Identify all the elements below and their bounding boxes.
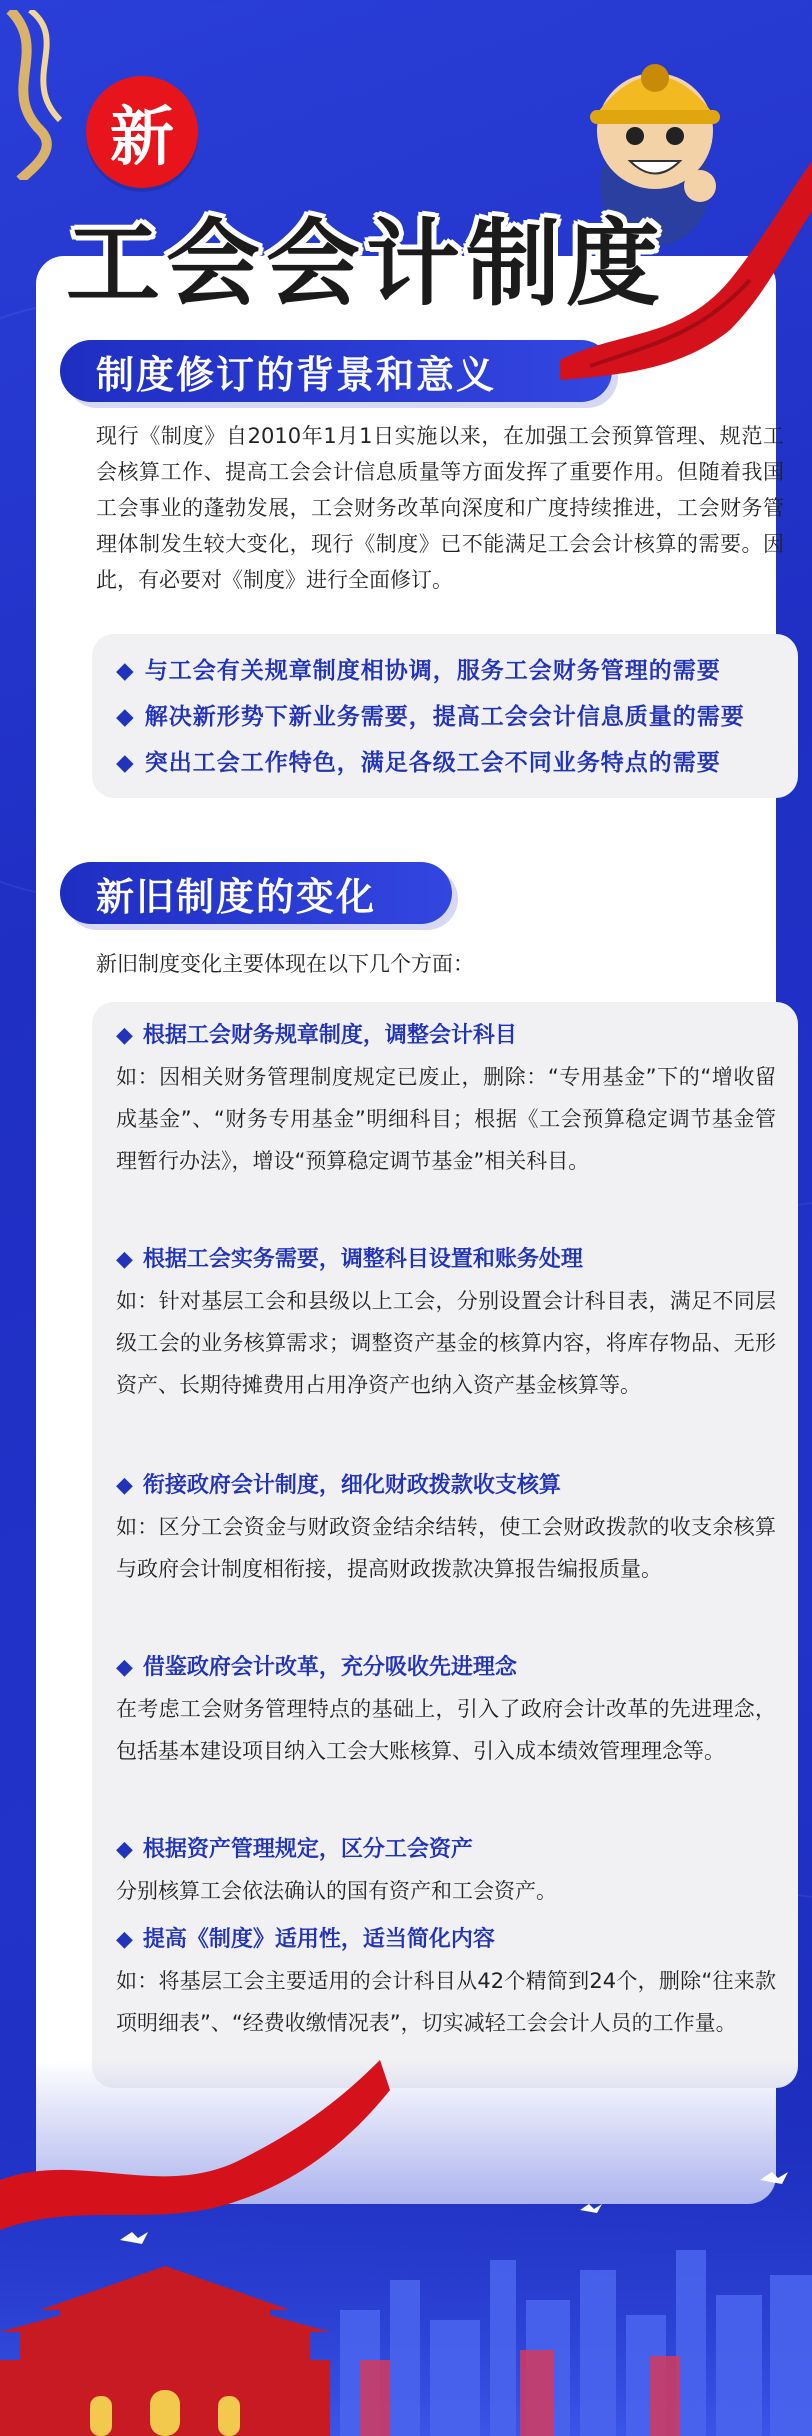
change-item-heading	[116, 1832, 473, 1863]
diamond-bullet-icon: ◆	[116, 1927, 133, 1952]
diamond-bullet-icon: ◆	[116, 1837, 133, 1862]
key-points-box	[92, 634, 798, 798]
diamond-bullet-icon: ◆	[116, 704, 135, 730]
changes-box	[92, 1002, 798, 2088]
diamond-bullet-icon: ◆	[116, 1655, 133, 1680]
section-title-background	[60, 862, 452, 924]
change-item-body: 在考虑工会财务管理特点的基础上，引入了政府会计改革的先进理念，包括基本建设项目纳入工会大账核算、引入成本绩效管理理念等。	[116, 1697, 776, 1763]
section-title-text: 新旧制度的变化	[96, 874, 377, 919]
content-card	[36, 256, 784, 2204]
change-item-body: 如：区分工会资金与财政资金结余结转，使工会财政拨款的收支余核算与政府会计制度相衔接，提高财政拨款决算报告编报质量。	[116, 1515, 776, 1581]
change-item-heading	[116, 1018, 517, 1049]
change-item-heading	[116, 1468, 561, 1499]
change-item-heading-text: 借鉴政府会计改革，充分吸收先进理念	[142, 1655, 517, 1680]
key-point-text: 突出工会工作特色，满足各级工会不同业务特点的需要	[144, 750, 721, 776]
change-item-body: 分别核算工会依法确认的国有资产和工会资产。	[116, 1879, 557, 1903]
diamond-bullet-icon: ◆	[116, 750, 135, 776]
change-item-heading	[116, 1242, 583, 1273]
gold-ribbon-decoration	[0, 10, 100, 180]
key-point	[116, 744, 721, 777]
change-item-heading-text: 根据资产管理规定，区分工会资产	[142, 1837, 473, 1862]
background-paragraph: 现行《制度》自2010年1月1日实施以来，在加强工会预算管理、规范工会核算工作、提高工会会计信息质量等方面发挥了重要作用。但随着我国工会事业的蓬勃发展，工会财务改革向深度和广度持续推进，工会财务管理体制发生较大变化，现行《制度》已不能满足工会会计核算的需要。因此，有必要对《制度》进行全面修订。	[96, 424, 784, 592]
diamond-bullet-icon: ◆	[116, 1473, 133, 1498]
change-item-heading	[116, 1922, 495, 1953]
diamond-bullet-icon: ◆	[116, 1247, 133, 1272]
change-item-heading	[116, 1650, 517, 1681]
diamond-bullet-icon: ◆	[116, 658, 135, 684]
change-item-heading-text: 根据工会财务规章制度，调整会计科目	[142, 1023, 517, 1048]
change-item-body: 如：针对基层工会和县级以上工会，分别设置会计科目表，满足不同层级工会的业务核算需求；调整资产基金的核算内容，将库存物品、无形资产、长期待摊费用占用净资产也纳入资产基金核算等。	[116, 1289, 776, 1397]
changes-intro: 新旧制度变化主要体现在以下几个方面：	[96, 952, 474, 976]
red-ribbon-decoration	[560, 130, 812, 380]
key-point-text: 与工会有关规章制度相协调，服务工会财务管理的需要	[144, 658, 721, 684]
change-item-body: 如：将基层工会主要适用的会计科目从42个精简到24个，删除“往来款项明细表”、“经费收缴情况表”，切实减轻工会会计人员的工作量。	[116, 1969, 776, 2035]
page-title: 工会会计制度	[66, 210, 667, 319]
bottom-scenery-illustration	[0, 2060, 812, 2436]
change-item-heading-text: 根据工会实务需要，调整科目设置和账务处理	[142, 1247, 583, 1272]
new-badge: 新	[86, 76, 198, 188]
key-point-text: 解决新形势下新业务需要，提高工会会计信息质量的需要	[144, 704, 745, 730]
change-item-heading-text: 衔接政府会计制度，细化财政拨款收支核算	[142, 1473, 561, 1498]
section-title-text: 制度修订的背景和意义	[96, 352, 497, 397]
change-item-body: 如：因相关财务管理制度规定已废止，删除：“专用基金”下的“增收留成基金”、“财务专用基金”明细科目；根据《工会预算稳定调节基金管理暂行办法》，增设“预算稳定调节基金”相关科目。	[116, 1065, 776, 1173]
section-title-background	[60, 340, 612, 402]
diamond-bullet-icon: ◆	[116, 1023, 133, 1048]
change-item-heading-text: 提高《制度》适用性，适当简化内容	[142, 1927, 495, 1952]
key-point	[116, 698, 745, 731]
key-point	[116, 652, 721, 685]
